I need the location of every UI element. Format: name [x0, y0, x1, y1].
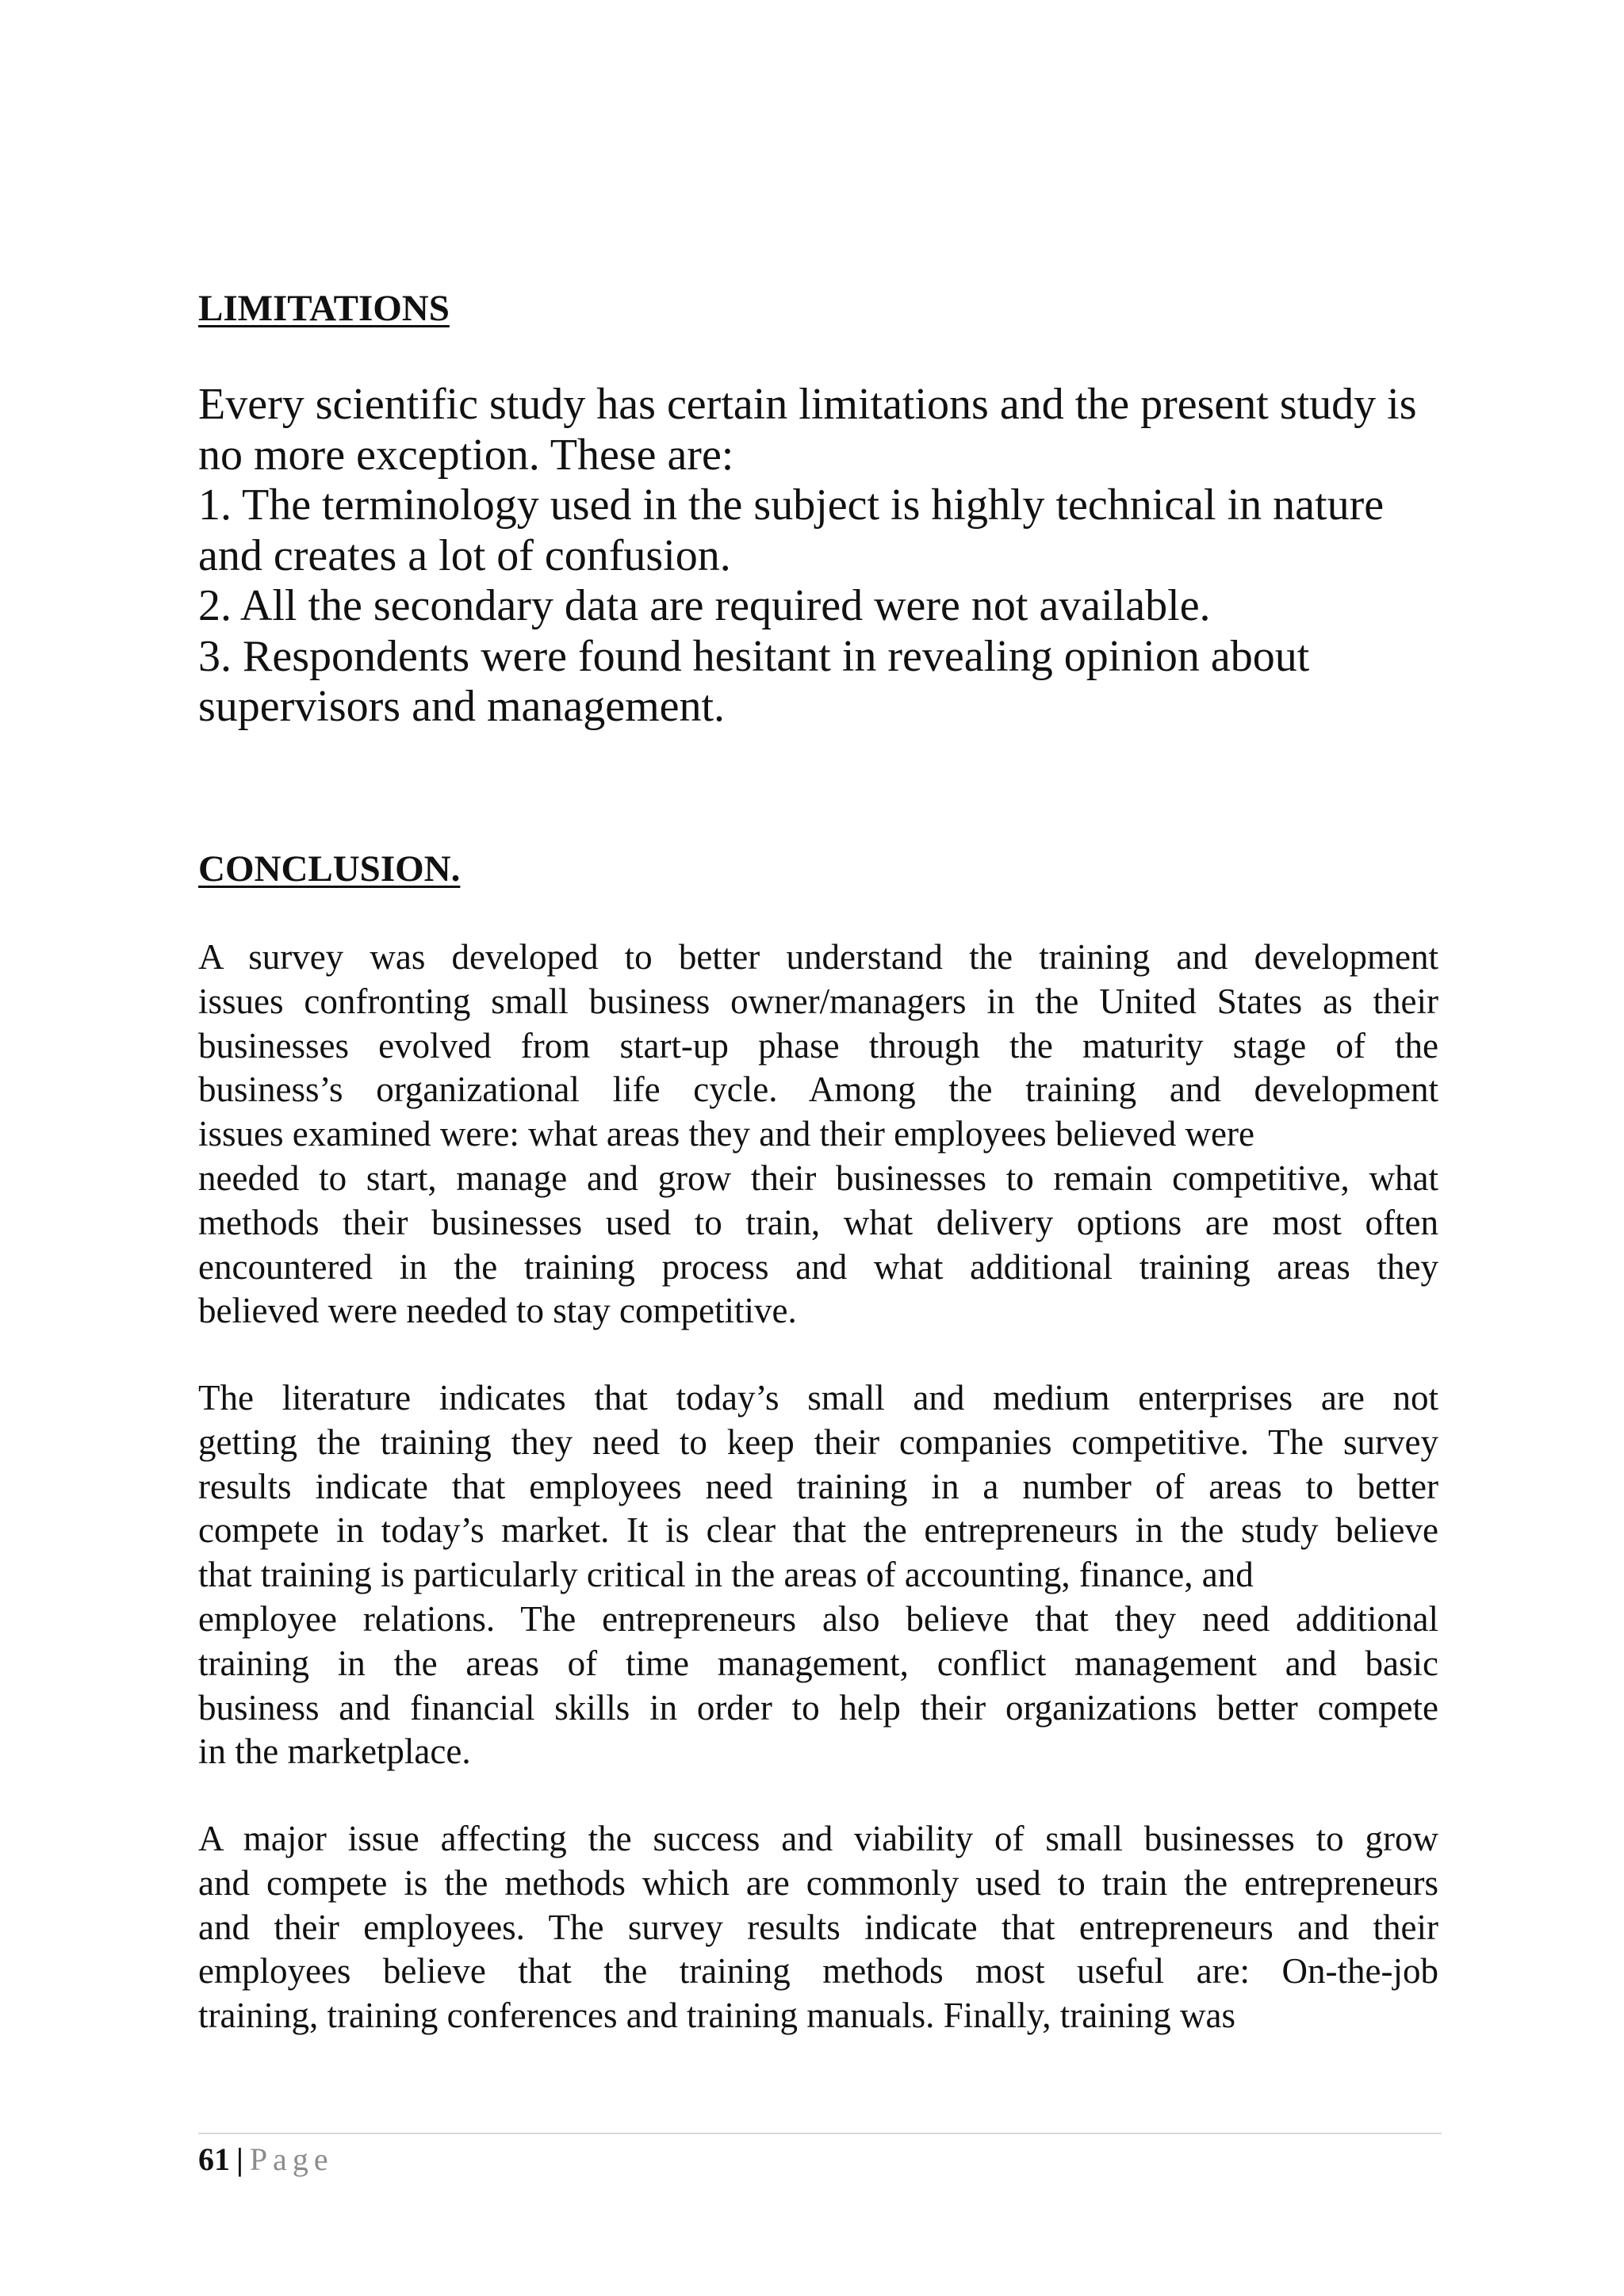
paragraph-line: compete in today’s market. It is clear that the entrepreneurs in the study believe	[198, 1510, 1438, 1551]
conclusion-paragraph-2	[198, 1376, 1438, 1774]
paragraph-line: business and financial skills in order to help their organizations better compete	[198, 1687, 1438, 1728]
paragraph-line: employee relations. The entrepreneurs also believe that they need additional	[198, 1598, 1438, 1639]
paragraph-line: and compete is the methods which are commonly used to train the entrepreneurs	[198, 1862, 1438, 1903]
paragraph-line: encountered in the training process and what additional training areas they	[198, 1246, 1438, 1287]
limitations-line: supervisors and management.	[198, 682, 726, 731]
paragraph-line: getting the training they need to keep their companies competitive. The survey	[198, 1422, 1438, 1462]
conclusion-heading: CONCLUSION.	[198, 848, 461, 890]
paragraph-line: business’s organizational life cycle. Among the training and development	[198, 1070, 1438, 1110]
paragraph-line: training, training conferences and training manuals. Finally, training was	[198, 1996, 1235, 2036]
paragraph-line: and their employees. The survey results indicate that entrepreneurs and their	[198, 1907, 1438, 1947]
page-label: Page	[249, 2141, 334, 2177]
paragraph-line: that training is particularly critical in the areas of accounting, finance, and	[198, 1555, 1254, 1595]
paragraph-line: needed to start, manage and grow their businesses to remain competitive, what	[198, 1158, 1438, 1198]
limitations-heading: LIMITATIONS	[198, 288, 450, 329]
paragraph-line: believed were needed to stay competitive.	[198, 1291, 797, 1331]
paragraph-line: results indicate that employees need training in a number of areas to better	[198, 1466, 1438, 1506]
paragraph-line: issues examined were: what areas they and their employees believed were	[198, 1114, 1254, 1154]
paragraph-line: methods their businesses used to train, what delivery options are most often	[198, 1202, 1438, 1242]
paragraph-line: in the marketplace.	[198, 1732, 471, 1772]
conclusion-paragraph-1	[198, 936, 1438, 1334]
limitations-item-1: 1. The terminology used in the subject is highly technical in nature	[198, 480, 1385, 530]
paragraph-line: businesses evolved from start-up phase through the maturity stage of the	[198, 1025, 1438, 1066]
paragraph-line: issues confronting small business owner/managers in the United States as their	[198, 981, 1438, 1021]
paragraph-line: employees believe that the training methods most useful are: On-the-job	[198, 1951, 1438, 1992]
page-number: 61	[198, 2141, 230, 2177]
footer-separator: |	[236, 2141, 243, 2177]
footer-divider	[198, 2133, 1442, 2134]
limitations-text	[198, 380, 1451, 733]
conclusion-paragraph-3	[198, 1817, 1438, 2038]
limitations-item-3: 3. Respondents were found hesitant in revealing opinion about	[198, 631, 1310, 681]
paragraph-line: A survey was developed to better understand the training and development	[198, 937, 1438, 977]
paragraph-line: training in the areas of time management, conflict management and basic	[198, 1643, 1438, 1683]
limitations-line: no more exception. These are:	[198, 430, 734, 480]
paragraph-line: A major issue affecting the success and viability of small businesses to grow	[198, 1819, 1438, 1858]
page-footer	[198, 2141, 334, 2177]
paragraph-line: The literature indicates that today’s small and medium enterprises are not	[198, 1378, 1438, 1418]
limitations-item-2: 2. All the secondary data are required were not available.	[198, 581, 1211, 630]
limitations-line: Every scientific study has certain limitations and the present study is	[198, 380, 1417, 429]
limitations-line: and creates a lot of confusion.	[198, 530, 731, 580]
